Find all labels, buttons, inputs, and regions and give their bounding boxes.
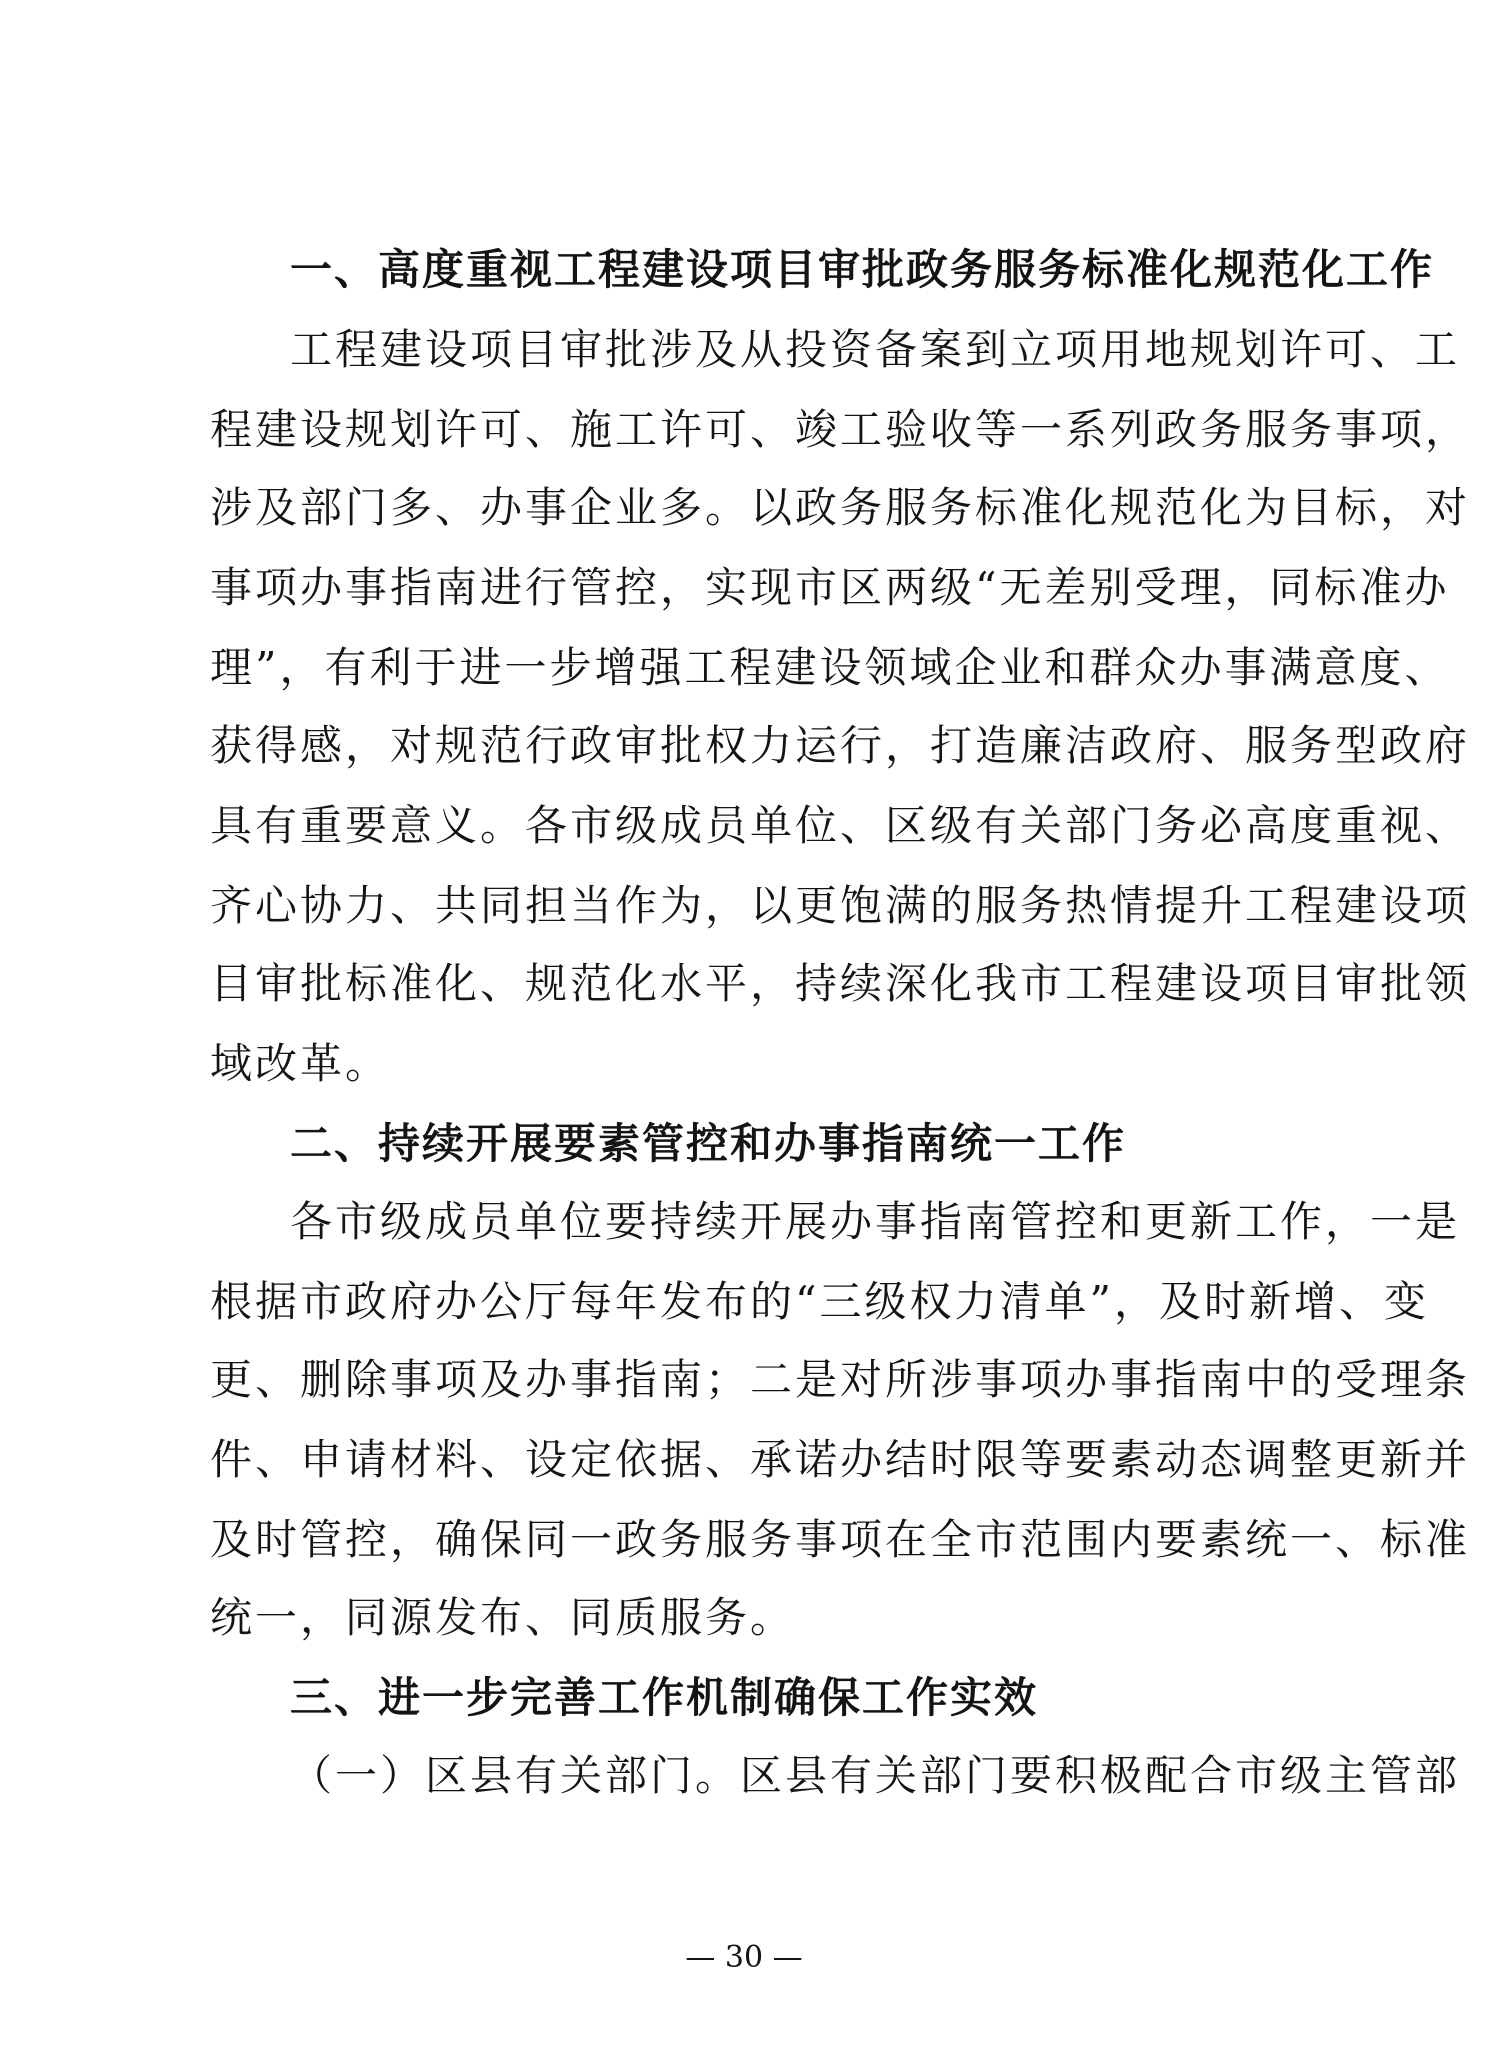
paragraph-line: 涉及部门多、办事企业多。以政务服务标准化规范化为目标，对 (210, 483, 1471, 532)
paragraph-line: 根据市政府办公厅每年发布的“三级权力清单”，及时新增、变 (210, 1277, 1429, 1326)
section-heading-2: 二、持续开展要素管控和办事指南统一工作 (290, 1119, 1127, 1168)
paragraph-line: 获得感，对规范行政审批权力运行，打造廉洁政府、服务型政府 (210, 721, 1471, 770)
paragraph-line: 件、申请材料、设定依据、承诺办结时限等要素动态调整更新并 (210, 1435, 1471, 1484)
paragraph-line: 目审批标准化、规范化水平，持续深化我市工程建设项目审批领 (210, 959, 1471, 1008)
page-number: — 30 — (685, 1940, 803, 1975)
paragraph-line: （一）区县有关部门。区县有关部门要积极配合市级主管部 (290, 1751, 1461, 1800)
section-heading-3: 三、进一步完善工作机制确保工作实效 (290, 1673, 1039, 1722)
paragraph-line: 各市级成员单位要持续开展办事指南管控和更新工作，一是 (290, 1197, 1461, 1246)
paragraph-line: 更、删除事项及办事指南；二是对所涉事项办事指南中的受理条 (210, 1355, 1471, 1404)
paragraph-line: 齐心协力、共同担当作为，以更饱满的服务热情提升工程建设项 (210, 881, 1471, 930)
paragraph-line: 及时管控，确保同一政务服务事项在全市范围内要素统一、标准 (210, 1515, 1471, 1564)
paragraph-line: 理”，有利于进一步增强工程建设领域企业和群众办事满意度、 (210, 643, 1450, 692)
paragraph-line: 统一，同源发布、同质服务。 (210, 1593, 796, 1642)
paragraph-line: 事项办事指南进行管控，实现市区两级“无差别受理，同标准办 (210, 563, 1450, 612)
paragraph-line: 域改革。 (210, 1039, 391, 1088)
paragraph-line: 具有重要意义。各市级成员单位、区级有关部门务必高度重视、 (210, 801, 1471, 850)
paragraph-line: 工程建设项目审批涉及从投资备案到立项用地规划许可、工 (290, 325, 1461, 374)
section-heading-1: 一、高度重视工程建设项目审批政务服务标准化规范化工作 (290, 245, 1435, 294)
paragraph-line: 程建设规划许可、施工许可、竣工验收等一系列政务服务事项， (210, 405, 1471, 454)
